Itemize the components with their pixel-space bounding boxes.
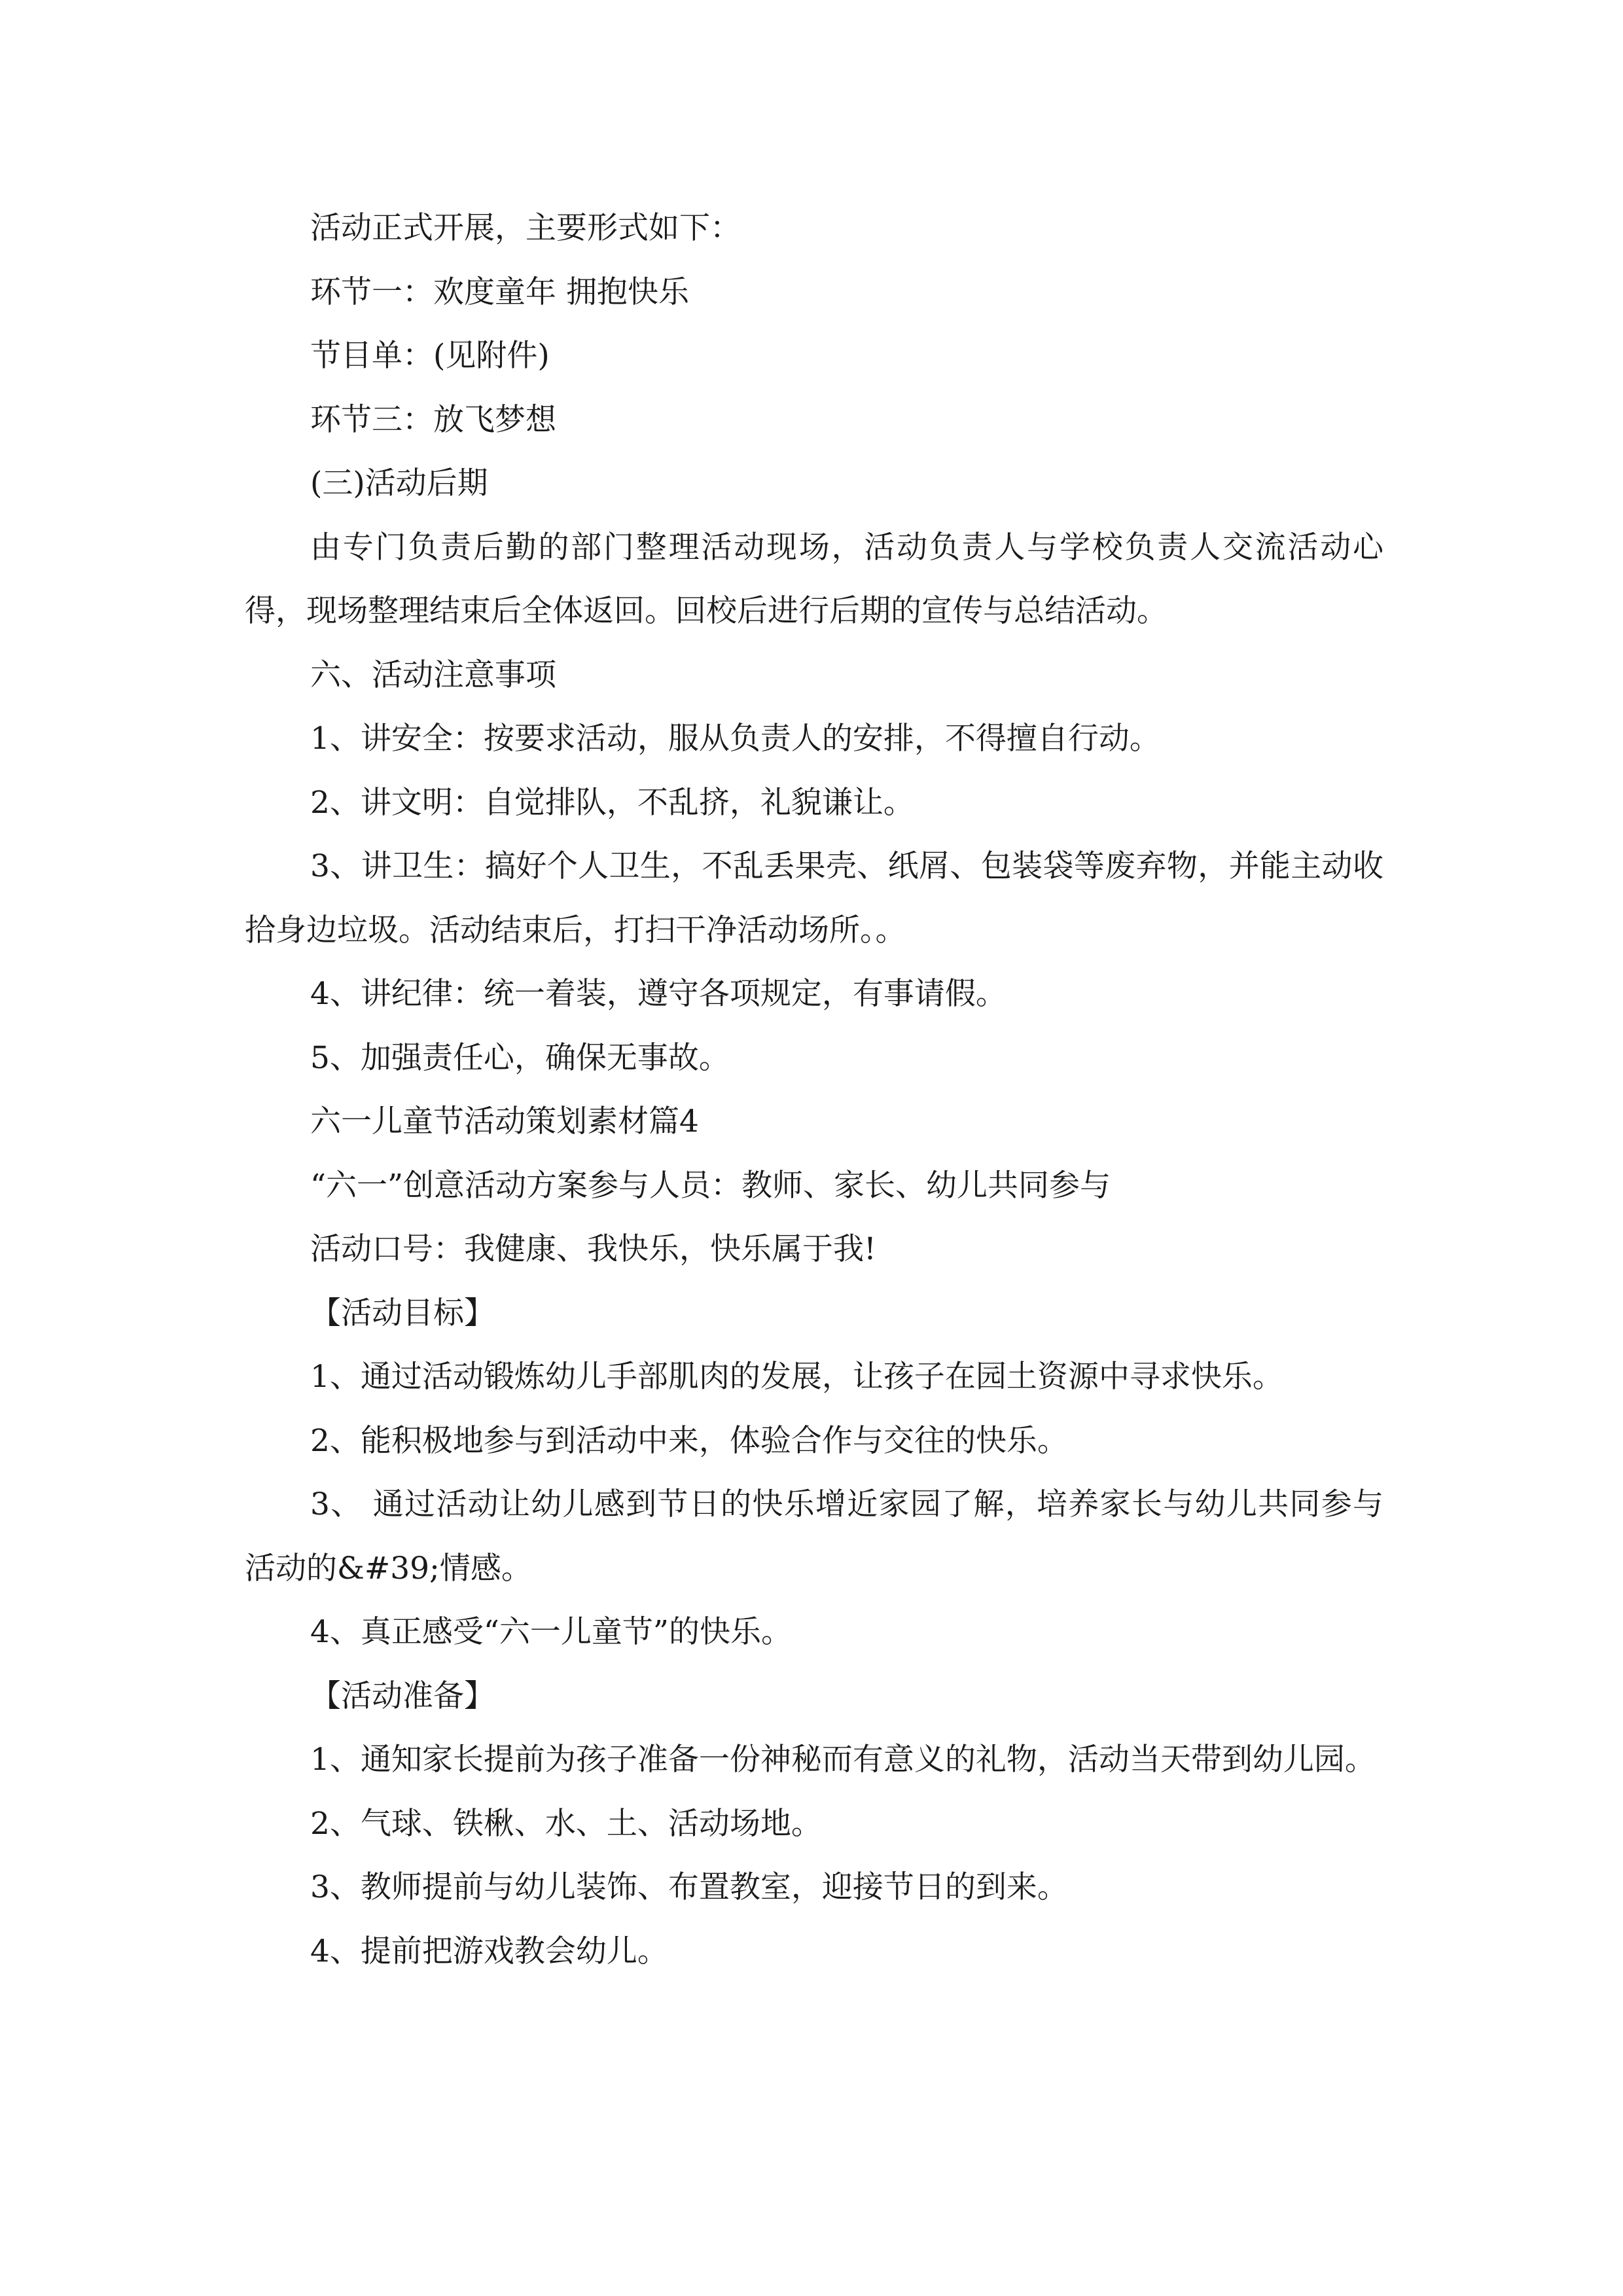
section-heading: 【活动准备】 [310, 1677, 495, 1714]
section-heading: 六、活动注意事项 [310, 656, 556, 693]
list-item: 3、 通过活动让幼儿感到节日的快乐增近家园了解，培养家长与幼儿共同参与活动的&#39;情感。 [245, 1486, 1383, 1587]
list-item: 2、气球、铁楸、水、土、活动场地。 [310, 1805, 822, 1842]
document-body [245, 196, 1383, 1983]
paragraph: 由专门负责后勤的部门整理活动现场，活动负责人与学校负责人交流活动心得，现场整理结束后全体返回。回校后进行后期的宣传与总结活动。 [245, 529, 1383, 629]
paragraph: 节目单：(见附件) [310, 338, 550, 374]
list-item: 2、讲文明：自觉排队，不乱挤，礼貌谦让。 [310, 784, 914, 821]
article-title: 六一儿童节活动策划素材篇4 [310, 1103, 699, 1139]
list-item: 3、教师提前与幼儿装饰、布置教室，迎接节日的到来。 [310, 1869, 1068, 1905]
paragraph: 环节三：放飞梦想 [310, 401, 556, 438]
list-item: 1、通过活动锻炼幼儿手部肌肉的发展，让孩子在园土资源中寻求快乐。 [310, 1359, 1283, 1395]
list-item: 5、加强责任心，确保无事故。 [310, 1039, 730, 1076]
list-item: 1、通知家长提前为孩子准备一份神秘而有意义的礼物，活动当天带到幼儿园。 [310, 1742, 1376, 1778]
list-item: 4、提前把游戏教会幼儿。 [310, 1933, 668, 1969]
list-item: 3、讲卫生：搞好个人卫生，不乱丢果壳、纸屑、包装袋等废弃物，并能主动收拾身边垃圾。活动结束后，打扫干净活动场所。。 [245, 848, 1383, 948]
list-item: 4、真正感受“六一儿童节”的快乐。 [310, 1614, 792, 1650]
paragraph: 活动正式开展，主要形式如下： [310, 210, 741, 246]
paragraph: “六一”创意活动方案参与人员：教师、家长、幼儿共同参与 [310, 1167, 1111, 1204]
list-item: 2、能积极地参与到活动中来，体验合作与交往的快乐。 [310, 1422, 1068, 1459]
list-item: 4、讲纪律：统一着装，遵守各项规定，有事请假。 [310, 976, 1007, 1012]
list-item: 1、讲安全：按要求活动，服从负责人的安排，不得擅自行动。 [310, 721, 1160, 757]
paragraph: 环节一：欢度童年 拥抱快乐 [310, 274, 689, 310]
paragraph: 活动口号：我健康、我快乐，快乐属于我! [310, 1231, 876, 1267]
section-heading: (三)活动后期 [310, 465, 488, 501]
section-heading: 【活动目标】 [310, 1295, 495, 1331]
